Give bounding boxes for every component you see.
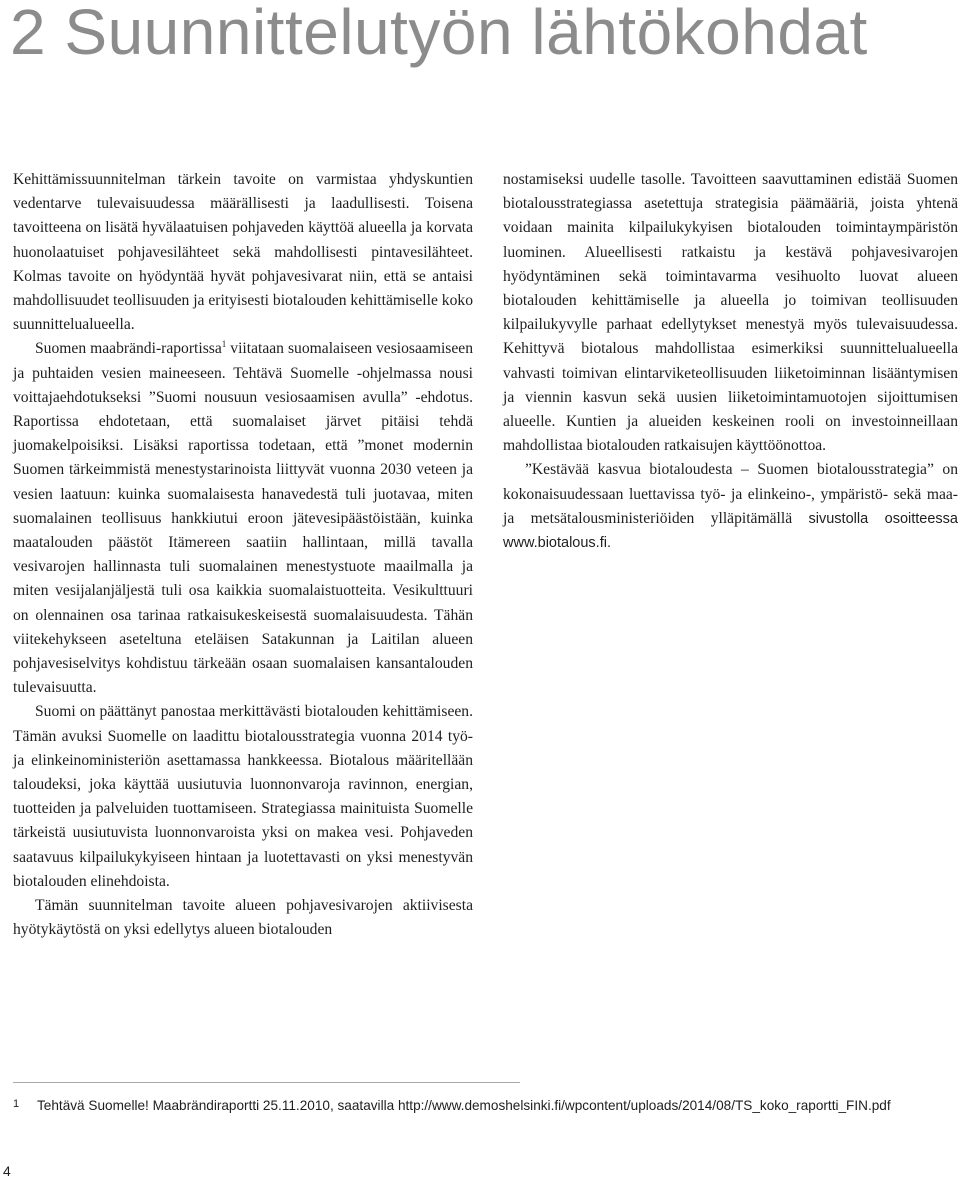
paragraph-bioeconomy-strategy: Suomi on päättänyt panostaa merkittävästi biotalouden kehittämiseen. Tämän avuksi Suomelle on laadittu biotalousstrategia vuonna 2014 työ- ja elinkeinoministeriön asettamassa hankkeessa. Biotalous määritellään taloudeksi, joka käyttää uusiutuvia luonnonvaroja ravinnon, energian, tuotteiden ja palveluiden tuottamiseen. Strategiassa mainituista Suomelle tärkeistä uusiutuvista luonnonvaroista yksi on makea vesi. Pohjaveden saatavuus kilpailukykyiseen hintaan ja luotettavasti on yksi menestyvän biotalouden elinehdoista.	[13, 703, 473, 890]
paragraph-objectives: Kehittämissuunnitelman tärkein tavoite on varmistaa yhdyskuntien vedentarve tulevaisuudessa määrällisesti ja laadullisesti. Toisena tavoitteena on lisätä hyvälaatuisen pohjaveden käyttöä alueella ja korvata huonolaatuiset pohjavesilähteet sekä mahdollisesti pintavesilähteet. Kolmas tavoite on hyödyntää hyvät pohjavesivarat niin, että se antaisi mahdollisuudet teollisuuden ja erityisesti biotalouden kehittämiselle koko suunnittelualueella.	[13, 171, 473, 334]
paragraph-continuation: nostamiseksi uudelle tasolle. Tavoitteen saavuttaminen edistää Suomen biotalousstrategiassa asetettuja strategisia päämääriä, joista yhtenä voidaan mainita kilpailukykyisen biotalouden toimintaympäristön luominen. Alueellisesti ratkaistu ja kestävä pohjavesivarojen hyödyntäminen sekä toimintavarma vesihuolto luovat alueen biotalouden kehittämiselle ja alueella jo toimivan teollisuuden kilpailukyvylle parhaat edellytykset menestyä myös tulevaisuudessa. Kehittyvä biotalous mahdollistaa esimerkiksi suunnittelualueella vahvasti toimivan elintarviketeollisuuden liiketoiminnan lisääntymisen ja viennin kasvun sekä uusien liiketoimintamuotojen sijoittumisen alueelle. Kuntien ja alueiden keskeinen rooli on investoinneillaan mahdollistaa biotalouden ratkaisujen käyttöönottoa.	[503, 171, 958, 455]
footnote-reference: 1	[221, 339, 227, 350]
footnote-text: Tehtävä Suomelle! Maabrändiraportti 25.11.2010, saatavilla http://www.demoshelsinki.fi/wpcontent/uploads/2014/08/TS_koko_raportti_FIN.pdf	[37, 1098, 891, 1113]
paragraph-country-brand	[13, 337, 473, 700]
paragraph-country-brand-start: Suomen maabrändi-raportissa	[35, 340, 222, 358]
footnote-divider	[13, 1082, 520, 1083]
left-column	[13, 168, 473, 943]
website-reference: sivustolla osoitteessa www.biotalous.fi.	[503, 510, 958, 552]
page-number: 4	[3, 1163, 11, 1179]
page-title: 2 Suunnittelutyön lähtökohdat	[10, 0, 868, 68]
paragraph-plan-goal: Tämän suunnitelman tavoite alueen pohjavesivarojen aktiivisesta hyötykäytöstä on yksi edellytys alueen biotalouden	[13, 897, 473, 939]
footnote-number: 1	[13, 1098, 20, 1110]
footnote	[13, 1096, 958, 1115]
paragraph-strategy-source	[503, 458, 958, 555]
right-column	[503, 168, 958, 555]
paragraph-strategy-source-text: ”Kestävää kasvua biotaloudesta – Suomen biotalousstrategia” on kokonaisuudessaan luettavissa työ- ja elinkeino-, ympäristö- sekä maa- ja metsätalousministeriöiden ylläpitämällä	[503, 461, 958, 527]
paragraph-country-brand-rest: viitataan suomalaiseen vesiosaamiseen ja puhtaiden vesien maineeseen. Tehtävä Suomelle -ohjelmassa nousi voittajaehdotukseksi ”Suomi nousuun vesiosaamisen avulla” -ehdotus. Raportissa ehdotetaan, että suomalaiset järvet pitäisi tehdä juomakelpoisiksi. Lisäksi raportissa todetaan, että ”monet modernin Suomen tärkeimmistä menestystarinoista liittyvät vuonna 2030 veteen ja vesien laatuun: kuinka suomalaisesta hanavedestä tuli juotavaa, miten suomalainen teollisuus hankkiutui eroon jätevesipäästöistään, kuinka maatalouden päästöt Itämereen saatiin hallintaan, millä tavalla vesivarojen hallinnasta tuli suomalainen menestystuote maailmalla ja miten vesijalanjäljestä tuli osa kaikkia suomalaistuotteita. Vesikulttuuri on olennainen osa tarinaa ratkaisukeskeisestä suomalaisuudesta. Tähän viitekehykseen aseteltuna eteläisen Satakunnan ja Laitilan alueen pohjavesiselvitys kohdistuu tärkeään osaan suomalaisen kansantalouden tulevaisuutta.	[13, 340, 474, 697]
